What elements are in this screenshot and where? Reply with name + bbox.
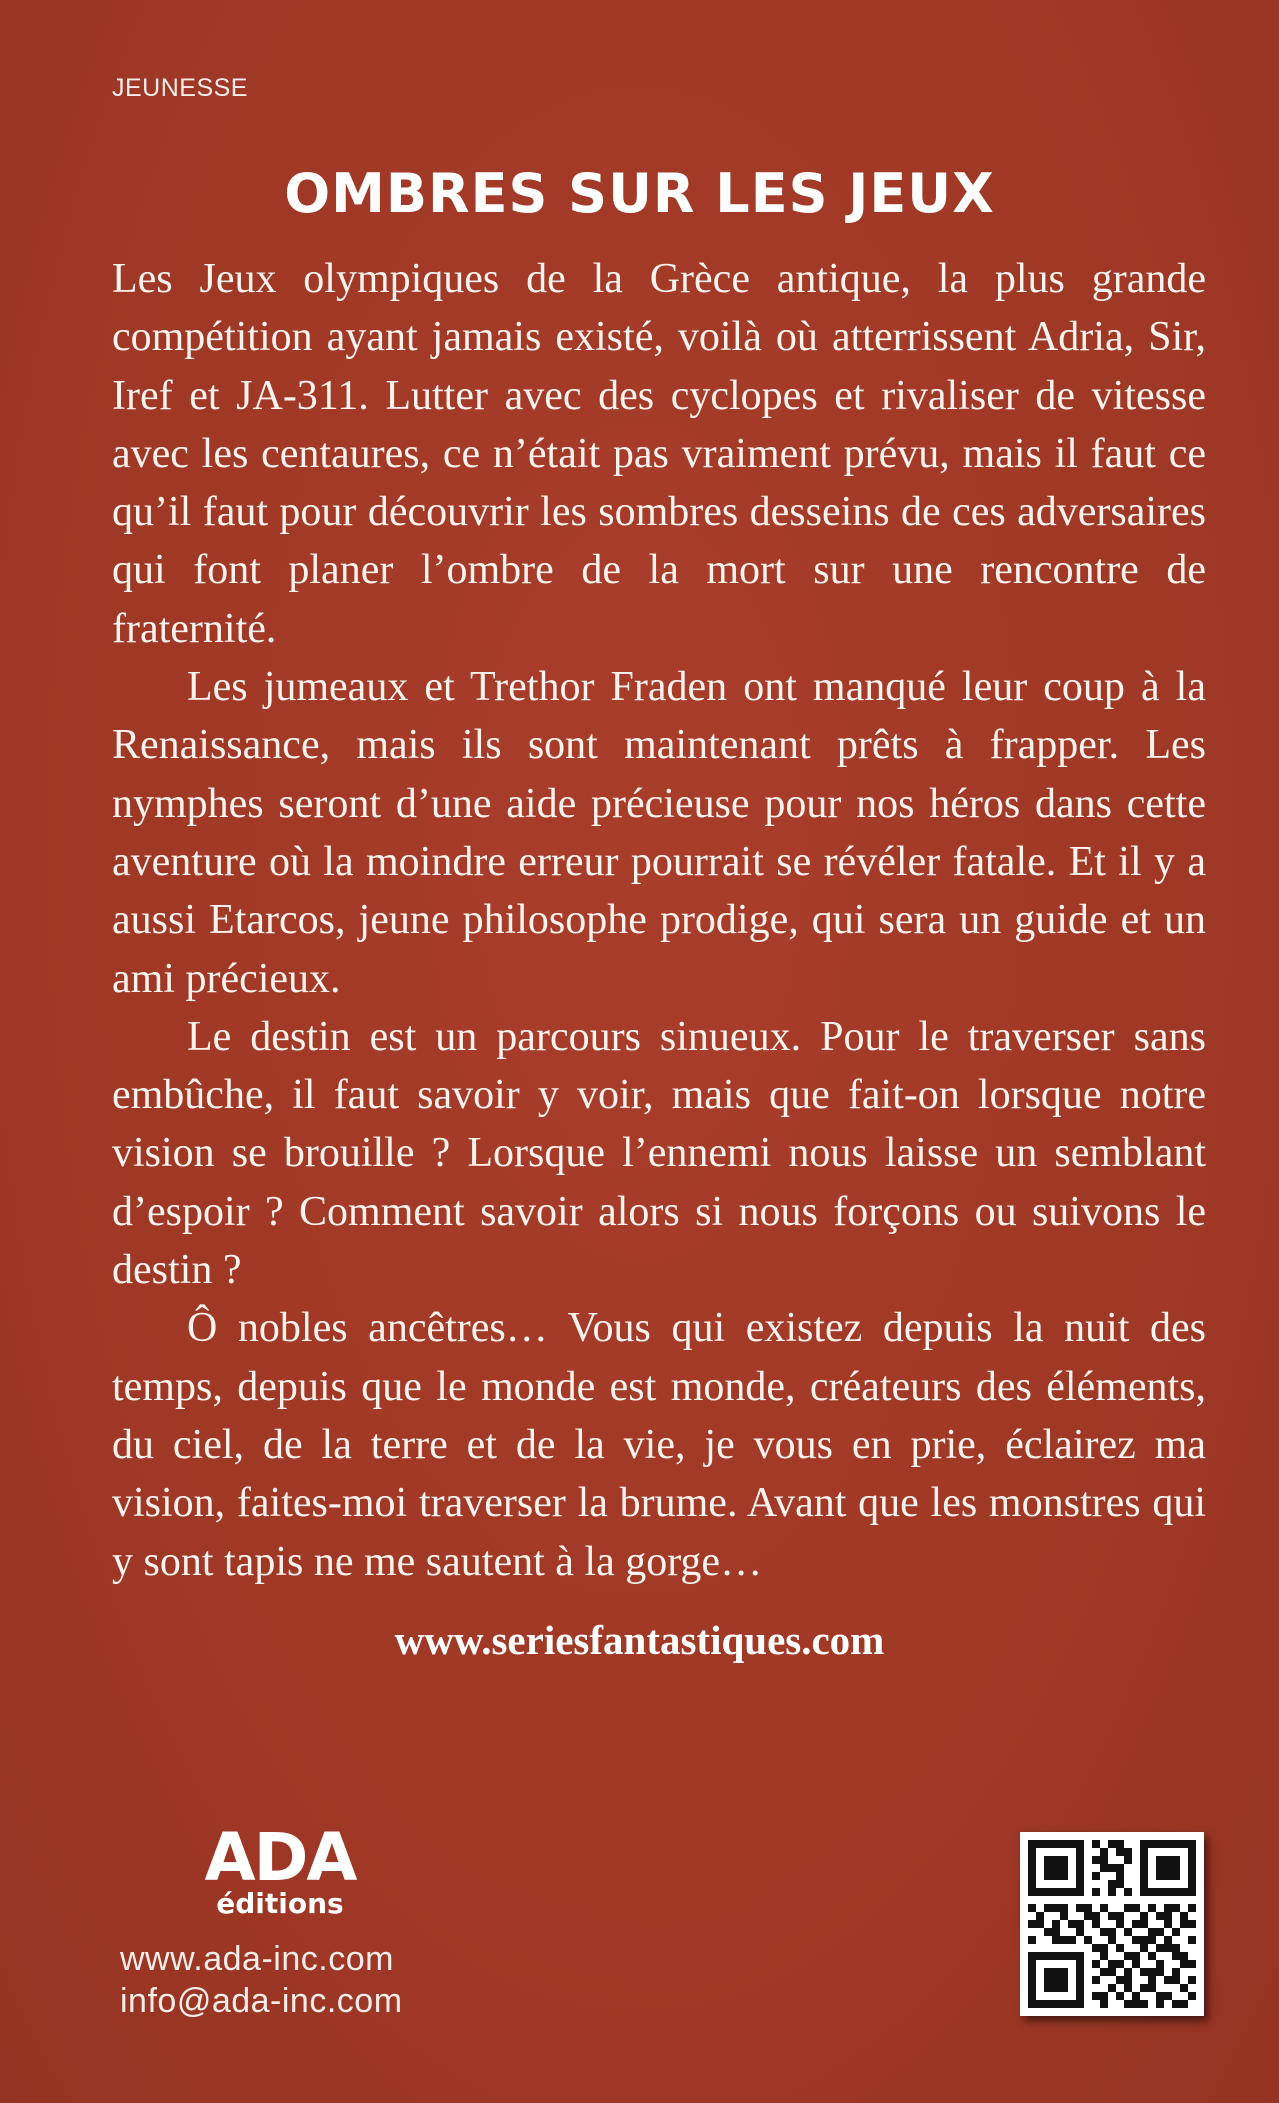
publisher-website-link[interactable]: www.ada-inc.com bbox=[120, 1940, 394, 1978]
synopsis-paragraph-2: Les jumeaux et Trethor Fraden ont manqué leur coup à la Renaissance, mais ils sont maintenant prêts à frapper. Les nymphes seront d’une aide précieuse pour nos héros dans cette aventure où la moindre erreur pourrait se révéler fatale. Et il y a aussi Etarcos, jeune philosophe prodige, qui sera un guide et un ami précieux. bbox=[112, 664, 1206, 1002]
series-website-link[interactable]: www.seriesfantastiques.com bbox=[394, 1617, 885, 1663]
synopsis-paragraph-3: Le destin est un parcours sinueux. Pour le traverser sans embûche, il faut savoir y voir, mais que fait-on lorsque notre vision se brouille ? Lorsque l’ennemi nous laisse un semblant d’espoir ? Comment savoir alors si nous forçons ou suivons le destin ? bbox=[112, 1013, 1206, 1294]
category-label: JEUNESSE bbox=[112, 74, 248, 102]
publisher-logo bbox=[190, 1819, 370, 1925]
book-title: OMBRES SUR LES JEUX bbox=[284, 162, 995, 225]
synopsis-paragraph-1: Les Jeux olympiques de la Grèce antique, la plus grande compétition ayant jamais existé, voilà où atterrissent Adria, Sir, Iref et JA-311. Lutter avec des cyclopes et rivaliser de vitesse avec les centaures, ce n’était pas vraiment prévu, mais il faut ce qu’il faut pour découvrir les sombres desseins de ces adversaires qui font planer l’ombre de la mort sur une rencontre de fraternité. bbox=[112, 256, 1206, 652]
qr-code-graphic bbox=[1028, 1840, 1196, 2008]
synopsis-paragraph-4: Ô nobles ancêtres… Vous qui existez depuis la nuit des temps, depuis que le monde est monde, créateurs des éléments, du ciel, de la terre et de la vie, je vous en prie, éclairez ma vision, faites-moi traverser la brume. Avant que les monstres qui y sont tapis ne me sautent à la gorge… bbox=[112, 1305, 1206, 1585]
publisher-contact bbox=[120, 1938, 403, 2022]
publisher-logo-letters: ADA bbox=[204, 1819, 356, 1896]
qr-code-icon bbox=[1020, 1832, 1204, 2016]
publisher-email-link[interactable]: info@ada-inc.com bbox=[120, 1982, 403, 2020]
synopsis bbox=[112, 250, 1206, 1591]
publisher-logo-subtitle: éditions bbox=[216, 1887, 344, 1920]
